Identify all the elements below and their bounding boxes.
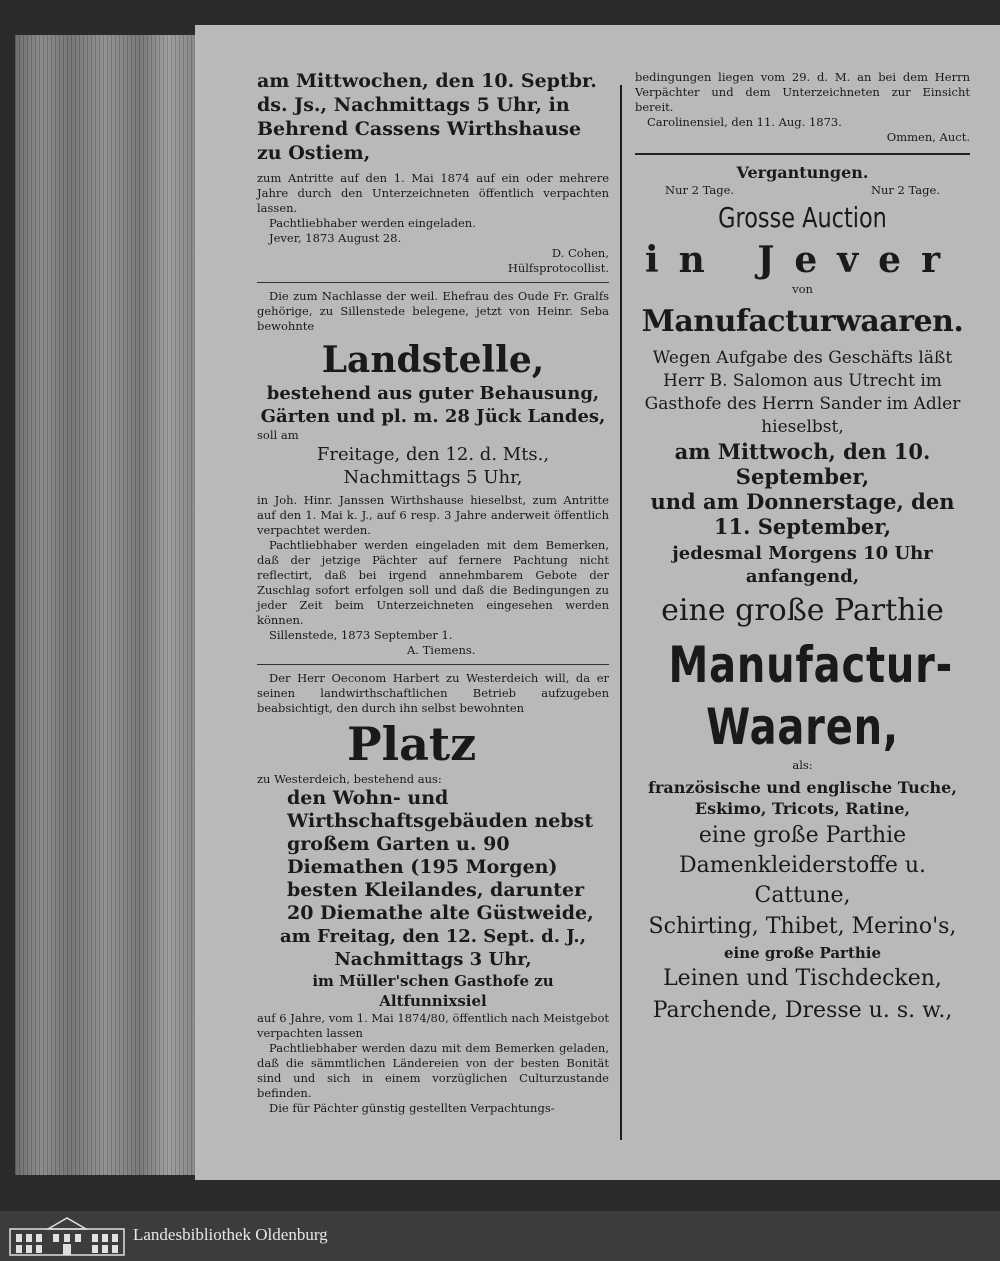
manufactur-heading: Manufacturwaaren.	[641, 304, 964, 339]
ad2-intro: Die zum Nachlasse der weil. Ehefrau des Oude Fr. Gralfs gehörige, zu Sillenstede belegene, jetzt von Heinr. Seba bewohnte	[257, 289, 609, 333]
right-column	[635, 25, 970, 1027]
section-rule	[635, 153, 970, 155]
ad-separator	[257, 664, 609, 665]
ad3-title: Platz	[347, 717, 477, 771]
left-column	[257, 25, 609, 1116]
nur-right: Nur 2 Tage.	[870, 183, 940, 197]
ad2-subtitle: bestehend aus guter Behausung, Gärten und pl. m. 28 Jück Landes,	[260, 383, 606, 427]
items1: französische und englische Tuche, Eskimo, Tricots, Ratine,	[648, 778, 957, 818]
in-jever: in Jever	[644, 239, 961, 281]
date2: und am Donnerstage, den 11. September,	[650, 489, 955, 539]
items6: Parchende, Dresse u. s. w.,	[652, 998, 953, 1023]
ad2-title: Landstelle,	[321, 339, 545, 381]
library-building-logo	[8, 1215, 126, 1257]
ad3-venue: im Müller'schen Gasthofe zu Altfunnixsiel	[312, 972, 554, 1010]
ad3-location: zu Westerdeich, bestehend aus:	[257, 772, 442, 786]
ad1-signer: D. Cohen,	[551, 246, 609, 260]
top-continuation: bedingungen liegen vom 29. d. M. an bei dem Herrn Verpächter und dem Unterzeichneten zur Einsicht bereit.	[635, 70, 970, 114]
ad1-signer-title: Hülfsprotocollist.	[507, 261, 609, 275]
von: von	[792, 282, 813, 296]
nur-left: Nur 2 Tage.	[665, 183, 735, 197]
partie: eine große Parthie	[661, 593, 944, 628]
book-page-edges	[15, 35, 195, 1175]
library-footer	[0, 1211, 1000, 1261]
newspaper-page	[195, 25, 1000, 1180]
mw1: Manufactur-	[668, 636, 954, 694]
ad1-heading: am Mittwochen, den 10. Septbr. ds. Js., Nachmittags 5 Uhr, in Behrend Cassens Wirthshause zu Ostiem,	[257, 70, 597, 164]
reason: Wegen Aufgabe des Geschäfts läßt Herr B. Salomon aus Utrecht im Gasthofe des Herrn Sander im Adler hieselbst,	[644, 348, 961, 437]
top-place-date: Carolinensiel, den 11. Aug. 1873.	[647, 115, 842, 129]
ad2-body: in Joh. Hinr. Janssen Wirthshause hieselbst, zum Antritte auf den 1. Mai k. J., auf 6 resp. 3 Jahre anderweit öffentlich verpachtet werden.	[257, 493, 609, 537]
time: jedesmal Morgens 10 Uhr anfangend,	[672, 543, 933, 587]
ad-separator	[257, 282, 609, 283]
ad1-body: zum Antritte auf den 1. Mai 1874 auf ein oder mehrere Jahre durch den Unterzeichneten öffentlich verpachten lassen.	[257, 171, 609, 215]
date1: am Mittwoch, den 10. September,	[674, 439, 931, 489]
auction-title: Grosse Auction	[718, 201, 887, 234]
library-name: Landesbibliothek Oldenburg	[133, 1225, 328, 1244]
ad3-body2: Pachtliebhaber werden dazu mit dem Bemerken geladen, daß die sämmtlichen Ländereien von der besten Bonität sind und sich in einem vorzüglichen Culturzustande befinden.	[257, 1041, 609, 1100]
ad2-place-date: Sillenstede, 1873 September 1.	[269, 628, 453, 642]
nur-row	[635, 183, 970, 198]
mw2: Waaren,	[706, 698, 899, 756]
ad2-soll-am: soll am	[257, 428, 299, 442]
ad1-place-date: Jever, 1873 August 28.	[269, 231, 402, 245]
ad3-body: auf 6 Jahre, vom 1. Mai 1874/80, öffentlich nach Meistgebot verpachten lassen	[257, 1011, 609, 1040]
ad3-date: am Freitag, den 12. Sept. d. J., Nachmittags 3 Uhr,	[280, 926, 586, 970]
ad2-date: Freitage, den 12. d. Mts., Nachmittags 5 Uhr,	[316, 444, 550, 488]
items4: eine große Parthie	[723, 944, 882, 962]
top-signer: Ommen, Auct.	[886, 130, 970, 144]
items5: Leinen und Tischdecken,	[663, 966, 942, 991]
items2: eine große Parthie Damenkleiderstoffe u. Cattune,	[678, 823, 927, 908]
ad3-desc: den Wohn- und Wirthschaftsgebäuden nebst großem Garten u. 90 Diemathen (195 Morgen) besten Kleilandes, darunter 20 Diemathe alte Güstweide,	[287, 787, 594, 924]
ad2-body2: Pachtliebhaber werden eingeladen mit dem Bemerken, daß der jetzige Pächter auf fernere Pachtung nicht reflectirt, daß bei irgend annehmbarem Gebote der Zuschlag sofort erfolgen soll und daß die Bedingungen zu jeder Zeit beim Unterzeichneten eingesehen werden können.	[257, 538, 609, 627]
ad3-intro: Der Herr Oeconom Harbert zu Westerdeich will, da er seinen landwirthschaftlichen Betrieb aufzugeben beabsichtigt, den durch ihn selbst bewohnten	[257, 671, 609, 715]
section-heading: Vergantungen.	[736, 163, 869, 182]
column-divider	[620, 85, 622, 1140]
ad1-invite: Pachtliebhaber werden eingeladen.	[269, 216, 476, 230]
ad2-signer: A. Tiemens.	[407, 643, 476, 657]
als: als:	[792, 758, 813, 772]
ad3-body3: Die für Pächter günstig gestellten Verpachtungs-	[269, 1101, 555, 1115]
items3: Schirting, Thibet, Merino's,	[648, 914, 957, 939]
